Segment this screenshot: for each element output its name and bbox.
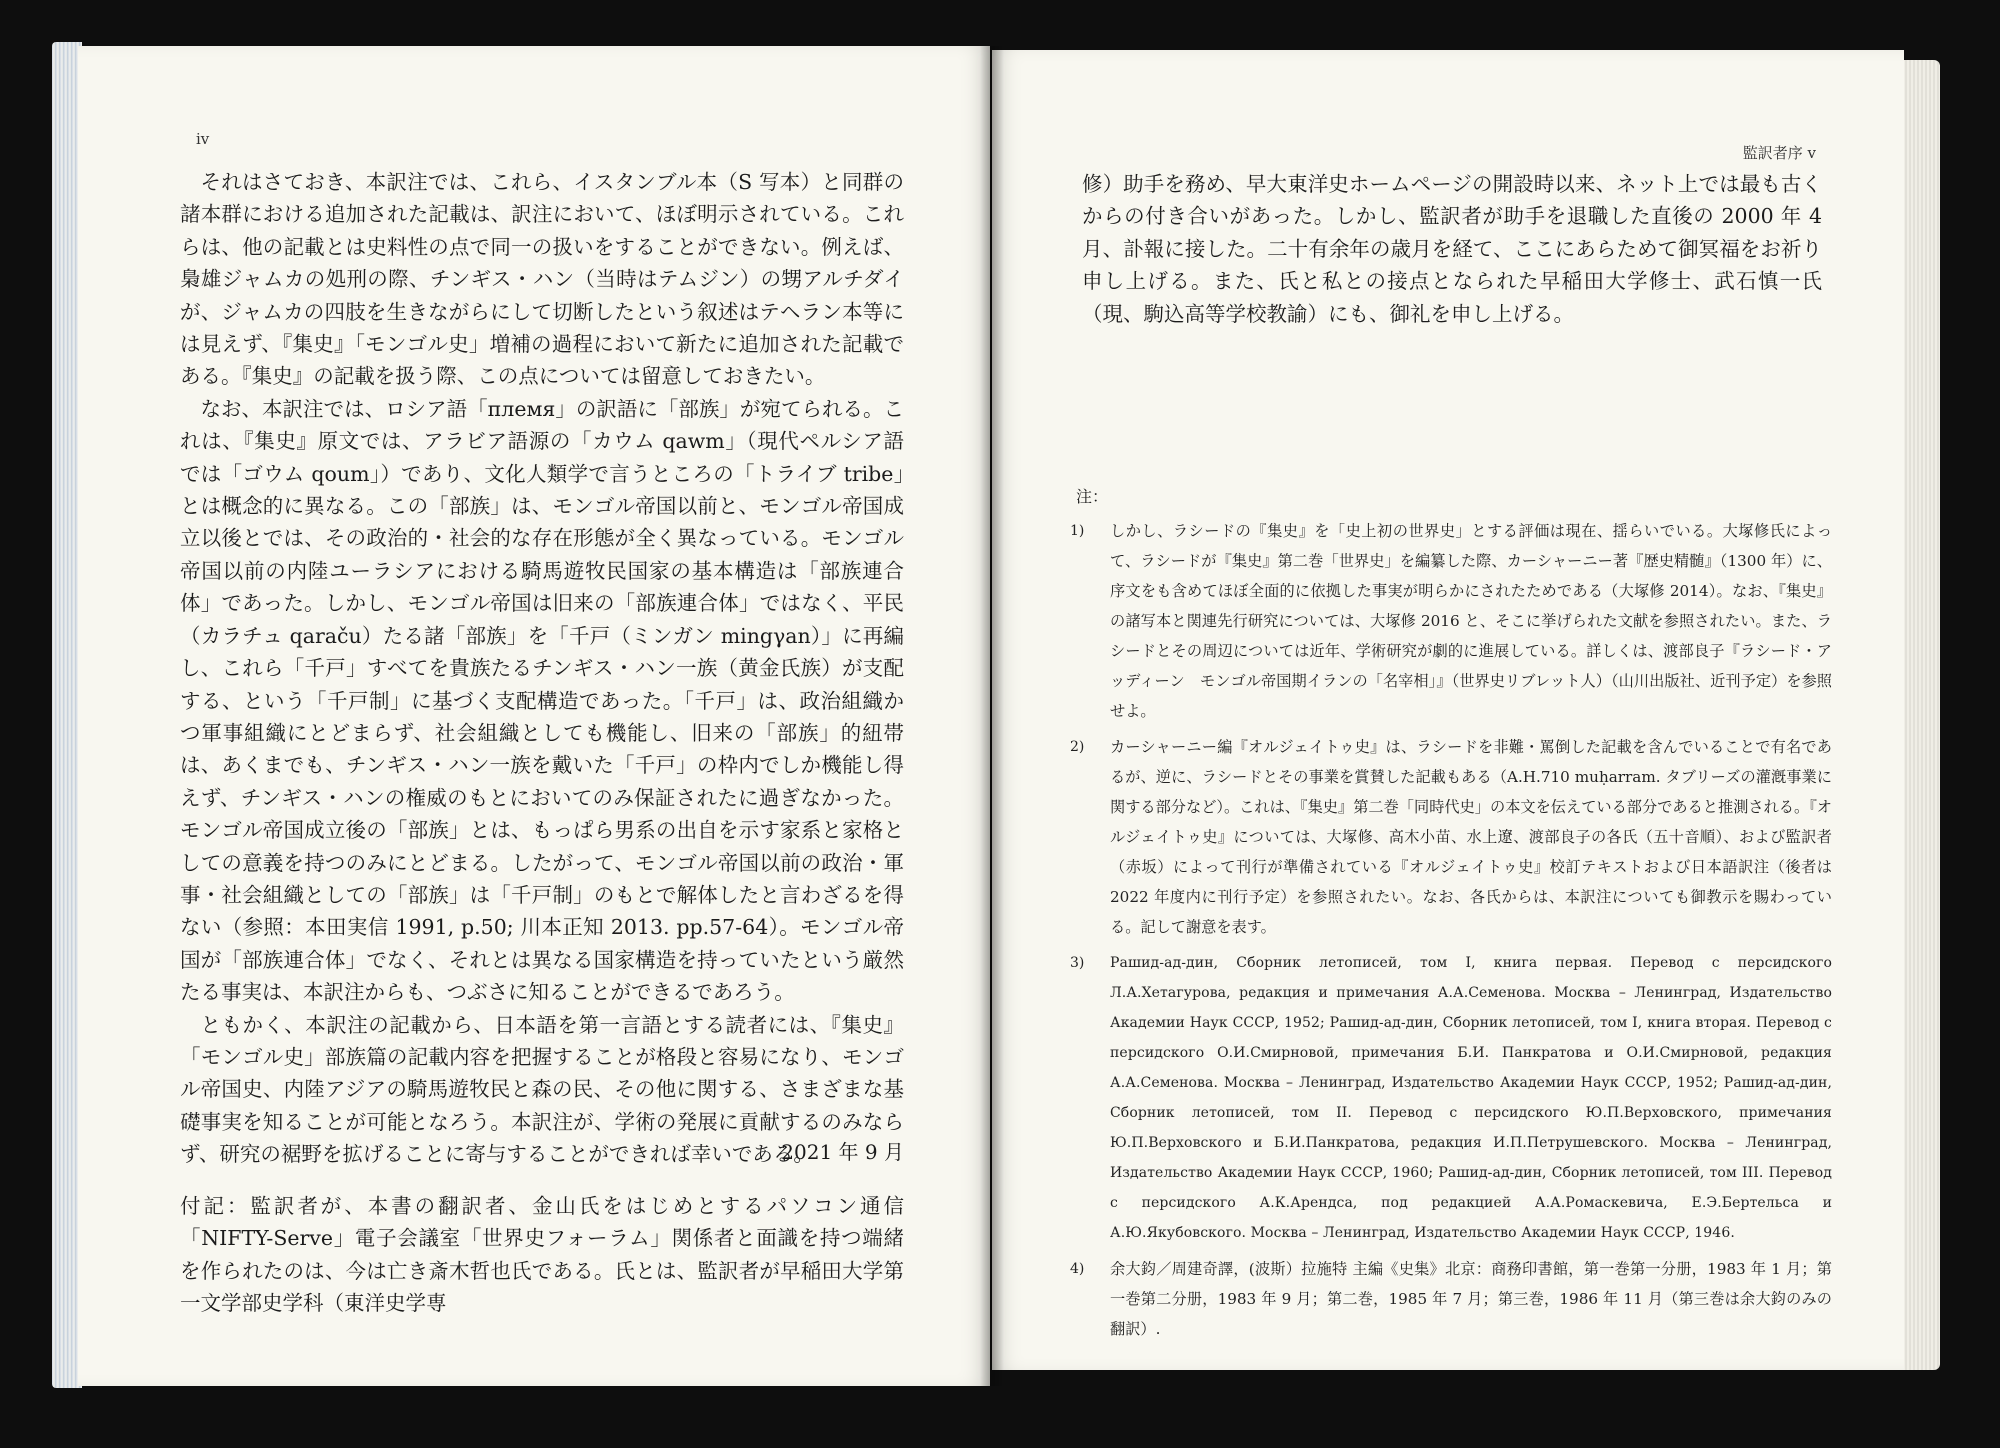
notes-heading: 注： bbox=[1076, 487, 1109, 506]
paragraph: なお、本訳注では、ロシア語「племя」の訳語に「部族」が宛てられる。これは、『集史』原文では、アラビア語源の「カウム qawm」（現代ペルシア語では「ゴウム qoum」）であり、文化人類学で言うところの「トライブ tribe」とは概念的に異なる。この「部族」は、モンゴル帝国以前と、モンゴル帝国成立以後とでは、その政治的・社会的な存在形態が全く異なっている。モンゴル帝国以前の内陸ユーラシアにおける騎馬遊牧民国家の基本構造は「部族連合体」であった。しかし、モンゴル帝国は旧来の「部族連合体」ではなく、平民（カラチュ qaraču）たる諸「部族」を「千戸（ミンガン mingγan）」に再編し、これら「千戸」すべてを貴族たるチンギス・ハン一族（黄金氏族）が支配する、という「千戸制」に基づく支配構造であった。「千戸」は、政治組織かつ軍事組織にとどまらず、社会組織としても機能し、旧来の「部族」的紐帯は、あくまでも、チンギス・ハン一族を戴いた「千戸」の枠内でしか機能し得えず、チンギス・ハンの権威のもとにおいてのみ保証されたに過ぎなかった。モンゴル帝国成立後の「部族」とは、もっぱら男系の出自を示す家系と家格としての意義を持つのみにとどまる。したがって、モンゴル帝国以前の政治・軍事・社会組織としての「部族」は「千戸制」のもとで解体したと言わざるを得ない（参照：本田実信 1991, p.50; 川本正知 2013. pp.57-64）。モンゴル帝国が「部族連合体」でなく、それとは異なる国家構造を持っていたという厳然たる事実は、本訳注からも、つぶさに知ることができるであろう。 bbox=[180, 396, 904, 1005]
preface-date: 2021 年 9 月 bbox=[781, 1140, 904, 1164]
book-gutter bbox=[980, 46, 1004, 1386]
right-page-folio: 監訳者序 v bbox=[1742, 144, 1816, 162]
left-page-folio: iv bbox=[196, 130, 210, 148]
note-number: 3) bbox=[1070, 955, 1085, 971]
right-page bbox=[992, 50, 1904, 1370]
note-number: 2) bbox=[1070, 739, 1085, 755]
note-number: 1) bbox=[1070, 523, 1085, 539]
left-page-body bbox=[180, 166, 904, 1171]
note-text: カーシャーニー編『オルジェイトゥ史』は、ラシードを非難・罵倒した記載を含んでいることで有名であるが、逆に、ラシードとその事業を賞賛した記載もある（A.H.710 muḥarram. タブリーズの灌漑事業に関する部分など）。これは、『集史』第二巻「同時代史」の本文を伝えている部分であると推測される。『オルジェイトゥ史』については、大塚修、高木小苗、水上遼、渡部良子の各氏（五十音順）、および監訳者（赤坂）によって刊行が準備されている『オルジェイトゥ史』校訂テキストおよび日本語訳注（後者は 2022 年度内に刊行予定）を参照されたい。なお、各氏からは、本訳注についても御教示を賜わっている。記して謝意を表す。 bbox=[1110, 738, 1832, 936]
postscript bbox=[180, 1190, 904, 1320]
note-text: 余大鈞／周建奇譯，(波斯）拉施特 主編《史集》北京：商務印書館，第一巻第一分册，1983 年 1 月；第一巻第二分册，1983 年 9 月；第二巻，1985 年 7 月；第三巻，1986 年 11 月（第三巻は余大鈞のみの翻訳）. bbox=[1110, 1260, 1832, 1338]
paragraph: ともかく、本訳注の記載から、日本語を第一言語とする読者には、『集史』「モンゴル史」部族篇の記載内容を把握することが格段と容易になり、モンゴル帝国史、内陸アジアの騎馬遊牧民と森の民、その他に関する、さまざまな基礎事実を知ることが可能となろう。本訳注が、学術の発展に貢献するのみならず、研究の裾野を拡げることに寄与することができれば幸いである。 bbox=[180, 1012, 904, 1167]
postscript-continuation: 修）助手を務め、早大東洋史ホームページの開設時以来、ネット上では最も古くからの付き合いがあった。しかし、監訳者が助手を退職した直後の 2000 年 4 月、訃報に接した。二十有余年の歳月を経て、ここにあらためて御冥福をお祈り申し上げる。また、氏と私との接点となられた早稲田大学修士、武石慎一氏（現、駒込高等学校教諭）にも、御礼を申し上げる。 bbox=[1082, 172, 1822, 326]
paragraph: それはさておき、本訳注では、これら、イスタンブル本（S 写本）と同群の諸本群における追加された記載は、訳注において、ほぼ明示されている。これらは、他の記載とは史料性の点で同一の扱いをすることができない。例えば、梟雄ジャムカの処刑の際、チンギス・ハン（当時はテムジン）の甥アルチダイが、ジャムカの四肢を生きながらにして切断したという叙述はテヘラン本等には見えず、『集史』「モンゴル史」増補の過程において新たに追加された記載である。『集史』の記載を扱う際、この点については留意しておきたい。 bbox=[180, 170, 904, 389]
right-page-body bbox=[1082, 168, 1822, 330]
note-item bbox=[1070, 516, 1832, 726]
right-page-edges bbox=[1900, 60, 1940, 1370]
postscript-text: 付記：監訳者が、本書の翻訳者、金山氏をはじめとするパソコン通信「NIFTY-Serve」電子会議室「世界史フォーラム」関係者と面識を持つ端緒を作られたのは、今は亡き斎木哲也氏である。氏とは、監訳者が早稲田大学第一文学部史学科（東洋史学専 bbox=[180, 1194, 904, 1316]
note-text: Рашид-ад-дин, Сборник летописей, том I, книга первая. Перевод с персидского Л.А.Хетагурова, редакция и примечания А.А.Семенова. Москва – Ленинград, Издательство Академии Наук СССР, 1952; Рашид-ад-дин, Сборник летописей, том I, книга вторая. Перевод с персидского О.И.Смирновой, примечания Б.И. Панкратова и О.И.Смирновой, редакция А.А.Семенова. Москва – Ленинград, Издательство Академии Наук СССР, 1952; Рашид-ад-дин, Сборник летописей, том II. Перевод с персидского Ю.П.Верховского, примечания Ю.П.Верховского и Б.И.Панкратова, редакция И.П.Петрушевского. Москва – Ленинград, Издательство Академии Наук СССР, 1960; Рашид-ад-дин, Сборник летописей, том III. Перевод с персидского А.К.Арендса, под редакцией А.А.Ромаскевича, Е.Э.Бертельса и А.Ю.Якубовского. Москва – Ленинград, Издательство Академии Наук СССР, 1946. bbox=[1110, 955, 1832, 1241]
note-item bbox=[1070, 1254, 1832, 1344]
note-number: 4) bbox=[1070, 1261, 1085, 1277]
note-item bbox=[1070, 948, 1832, 1248]
note-text: しかし、ラシードの『集史』を「史上初の世界史」とする評価は現在、揺らいでいる。大塚修氏によって、ラシードが『集史』第二巻「世界史」を編纂した際、カーシャーニー著『歴史精髄』（1300 年）に、序文をも含めてほぼ全面的に依拠した事実が明らかにされたためである（大塚修 2014）。なお、『集史』の諸写本と関連先行研究については、大塚修 2016 と、そこに挙げられた文献を参照されたい。また、ラシードとその周辺については近年、学術研究が劇的に進展している。詳しくは、渡部良子『ラシード・アッディーン モンゴル帝国期イランの「名宰相」』（世界史リブレット人）（山川出版社、近刊予定）を参照せよ。 bbox=[1110, 522, 1832, 720]
notes-list bbox=[1070, 516, 1832, 1350]
note-item bbox=[1070, 732, 1832, 942]
left-page bbox=[78, 46, 990, 1386]
